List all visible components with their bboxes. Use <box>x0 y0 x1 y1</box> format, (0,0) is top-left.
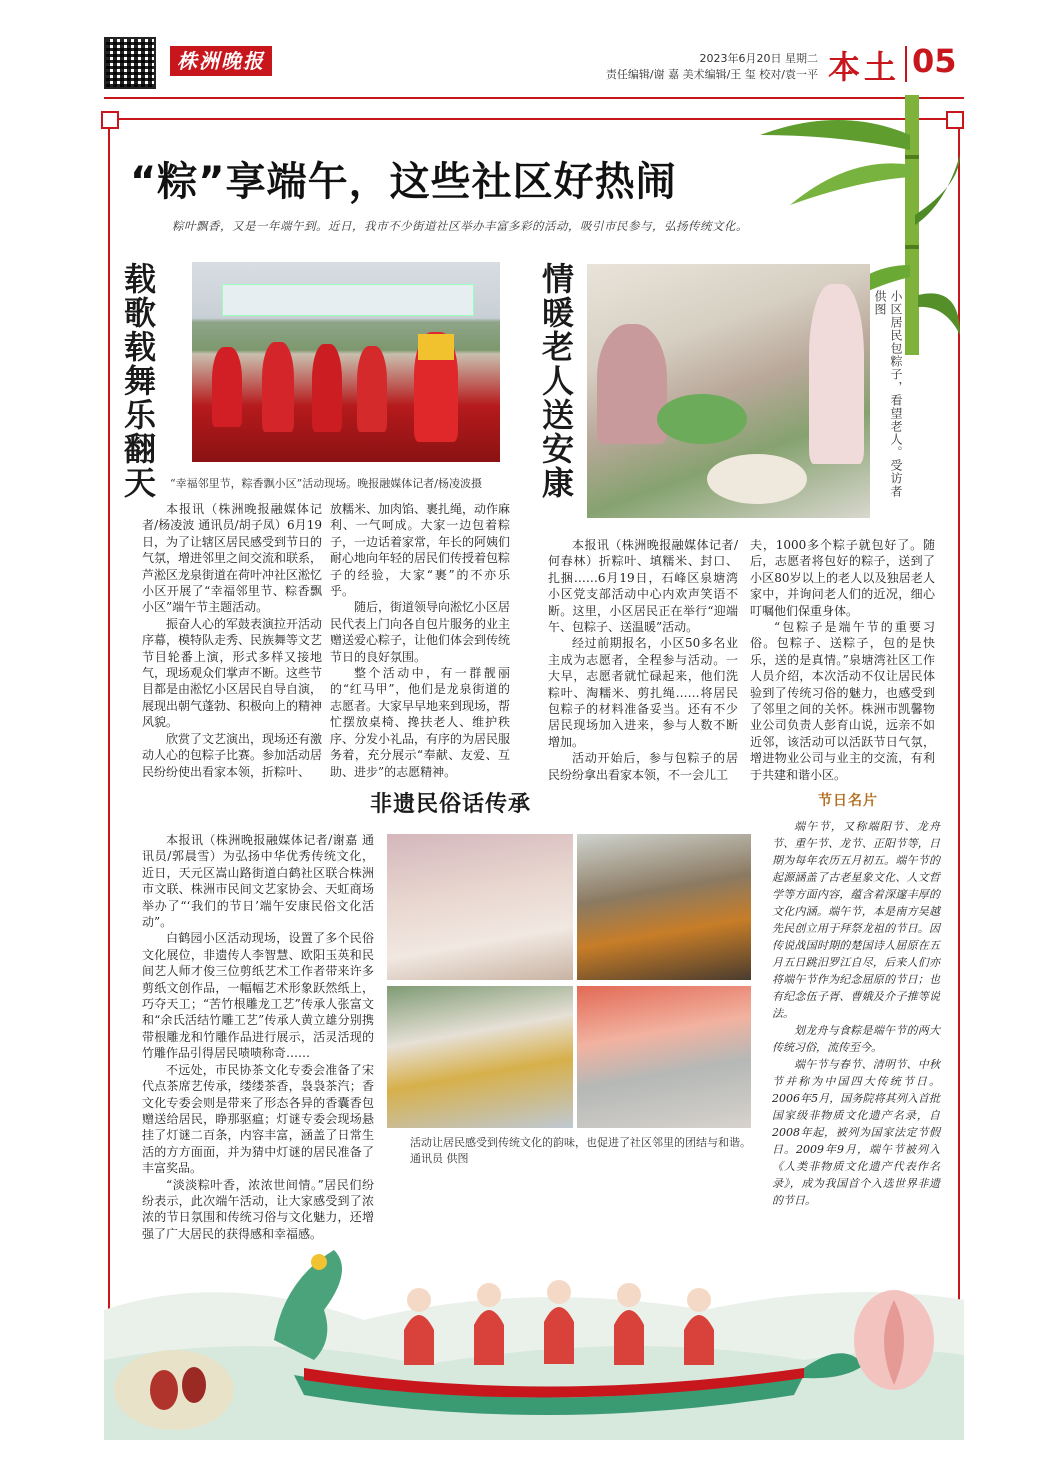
paragraph: 端午节与春节、清明节、中秋节并称为中国四大传统节日。2006年5月，国务院将其列入首批国家级非物质文化遗产名录，自2008年起，被列为国家法定节假日。2009年9月，端午节被列入《人类非物质文化遗产代表作名录》，成为我国首个入选世界非遗的节日。 <box>772 1058 940 1207</box>
story1-column-1 <box>142 501 322 780</box>
lead-paragraph: 粽叶飘香，又是一年端午到。近日，我市不少街道社区举办丰富多彩的活动，吸引市民参与，弘扬传统文化。 <box>172 219 748 233</box>
paragraph: 振奋人心的军鼓表演拉开活动序幕，模特队走秀、民族舞等文艺节目轮番上演，形式多样又接地气，现场观众们掌声不断。这些节目都是由淞忆小区居民自导自演，展现出朝气蓬勃、积极向上的精神风貌。 <box>142 616 323 730</box>
sidebar-title: 节日名片 <box>818 793 878 809</box>
paragraph: 白鹤园小区活动现场，设置了多个民俗文化展位，非遗传人李智慧、欧阳玉英和民间艺人师才俊三位剪纸艺术工作者带来许多剪纸文创作品，一幅幅艺术形象跃然纸上，巧夺天工；“苦竹根雕龙工艺”传承人张富文和“余氏活结竹雕工艺”传承人黄立雄分别携带根雕龙和竹雕作品进行展示，活灵活现的竹雕作品引得居民啧啧称奇…… <box>142 931 374 1061</box>
story3-body <box>142 832 374 1242</box>
page-number: 05 <box>912 42 957 80</box>
paragraph: 活动开始后，参与包粽子的居民纷纷拿出看家本领，不一会儿工 <box>548 751 738 782</box>
story2-title: 情暖老人送安康 <box>537 262 575 500</box>
paragraph: 本报讯（株洲晚报融媒体记者/何春林）折粽叶、填糯米、封口、扎捆……6月19日，石峰区泉塘湾小区党支部活动中心内欢声笑语不断。这里，小区居民正在举行“迎端午、包粽子、送温暖”活动。 <box>548 538 738 635</box>
paragraph: 本报讯（株洲晚报融媒体记者/谢嘉 通讯员/郭晨雪）为弘扬中华优秀传统文化，近日，天元区嵩山路街道白鹤社区联合株洲市文联、株洲市民间文艺家协会、天虹商场举办了“‘我们的节日’端午安康民俗文化活动”。 <box>142 833 374 930</box>
sidebar-body <box>772 818 940 1209</box>
story1-photo-caption: “幸福邻里节，粽香飘小区”活动现场。晚报融媒体记者/杨凌波摄 <box>170 477 482 490</box>
qr-code <box>104 37 156 89</box>
paragraph: 经过前期报名，小区50多名业主成为志愿者，全程参与活动。一大早，志愿者就忙碌起来，他们洗粽叶、淘糯米、剪扎绳……将居民包粽子的材料准备妥当。还有不少居民现场加入进来，参与人数不断增加。 <box>548 636 738 749</box>
paragraph: “淡淡粽叶香，浓浓世间情。”居民们纷纷表示，此次端午活动，让大家感受到了浓浓的节日氛围和传统习俗与文化魅力，还增强了广大居民的获得感和幸福感。 <box>142 1177 374 1241</box>
masthead-divider <box>905 46 907 82</box>
paragraph: 划龙舟与食粽是端午节的两大传统习俗，流传至今。 <box>772 1024 940 1054</box>
issue-date: 2023年6月20日 星期二 <box>699 52 818 65</box>
paragraph: 端午节，又称端阳节、龙舟节、重午节、龙节、正阳节等，日期为每年农历五月初五。端午节的起源涵盖了古老星象文化、人文哲学等方面内容，蕴含着深邃丰厚的文化内涵。端午节，本是南方吴越先民创立用于拜祭龙祖的节日。因传说战国时期的楚国诗人屈原在五月五日跳汨罗江自尽，后来人们亦将端午节作为纪念屈原的节日；也有纪念伍子胥、曹娥及介子推等说法。 <box>772 820 940 1020</box>
paragraph: “包粽子是端午节的重要习俗。包粽子、送粽子，包的是快乐，送的是真情。”泉塘湾社区工作人员介绍，本次活动不仅让居民体验到了传统习俗的魅力，也感受到了邻里之间的关怀。株洲市凯馨物业公司负责人彭育山说，远亲不如近邻，该活动可以活跃节日气氛，增进物业公司与业主的交流，有利于共建和谐小区。 <box>750 620 935 782</box>
newspaper-logo: 株洲晚报 <box>170 46 272 76</box>
paragraph: 夫，1000多个粽子就包好了。随后，志愿者将包好的粽子，送到了小区80岁以上的老人以及独居老人家中，并询问老人们的近况，细心叮嘱他们保重身体。 <box>750 538 935 618</box>
paragraph: 欣赏了文艺演出，现场还有激动人心的包粽子比赛。参加活动居民纷纷使出看家本领，折粽叶、 <box>142 731 323 779</box>
story1-title: 载歌载舞乐翻天 <box>119 262 157 500</box>
folk-art-photo <box>387 834 573 980</box>
paragraph: 不远处，市民协茶文化专委会准备了宋代点茶席艺传承，缕缕茶香，袅袅茶汽；香文化专委会则是带来了形态各异的香囊香包赠送给居民，睁那驱瘟；灯谜专委会现场悬挂了灯谜二百条，内容丰富，涵盖了日常生活的方方面面，并为猜中灯谜的居民准备了丰富奖品。 <box>142 1062 374 1176</box>
editor-credits: 责任编辑/谢 嘉 美术编辑/王 玺 校对/袁一平 <box>605 68 818 81</box>
dumpling-making-photo <box>587 264 870 518</box>
story2-column-1 <box>548 537 738 783</box>
dance-performance-photo <box>192 262 500 462</box>
paragraph: 整个活动中，有一群靓丽的“红马甲”，他们是龙泉街道的志愿者。大家早早地来到现场，帮忙摆放桌椅、搀扶老人、维护秩序、分发小礼品，有序的为居民服务着，充分展示“奉献、友爱、互助、进步”的志愿精神。 <box>330 666 511 779</box>
story1-column-2 <box>330 501 510 780</box>
lantern-riddle-photo <box>577 986 751 1128</box>
story2-photo-caption: 小区居民包粽子，看望老人。受访者供图 <box>873 290 903 498</box>
paragraph: 随后，街道领导向淞忆小区居民代表上门向各自包片服务的业主赠送爱心粽子，让他们体会到传统节日的良好氛围。 <box>330 600 511 664</box>
story3-title: 非遗民俗话传承 <box>370 792 532 817</box>
root-carving-photo <box>577 834 751 980</box>
paragraph: 本报讯（株洲晚报融媒体记者/杨凌波 通讯员/胡子凤）6月19日，为了让辖区居民感受到节日的气氛，增进邻里之间交流和联系，芦淞区龙泉街道在荷叶冲社区淞忆小区开展了“幸福邻里节、粽香飘小区”端午节主题活动。 <box>142 502 323 615</box>
page-headline: “粽”享端午，这些社区好热闹 <box>130 159 677 205</box>
paragraph: 放糯米、加肉馅、裹扎绳，动作麻利、一气呵成。大家一边包着粽子，一边话着家常，年长的阿姨们耐心地向年轻的居民们传授着包粽子的经验，大家“裹”的不亦乐乎。 <box>330 502 511 599</box>
sachet-gift-photo <box>387 986 573 1128</box>
story3-photo-caption: 活动让居民感受到传统文化的韵味，也促进了社区邻里的团结与和谐。通讯员 供图 <box>410 1136 751 1165</box>
frame-corner <box>101 111 119 129</box>
section-name: 本土 <box>828 48 901 86</box>
dragon-boat-illustration <box>104 1190 964 1440</box>
story2-column-2 <box>750 537 935 783</box>
